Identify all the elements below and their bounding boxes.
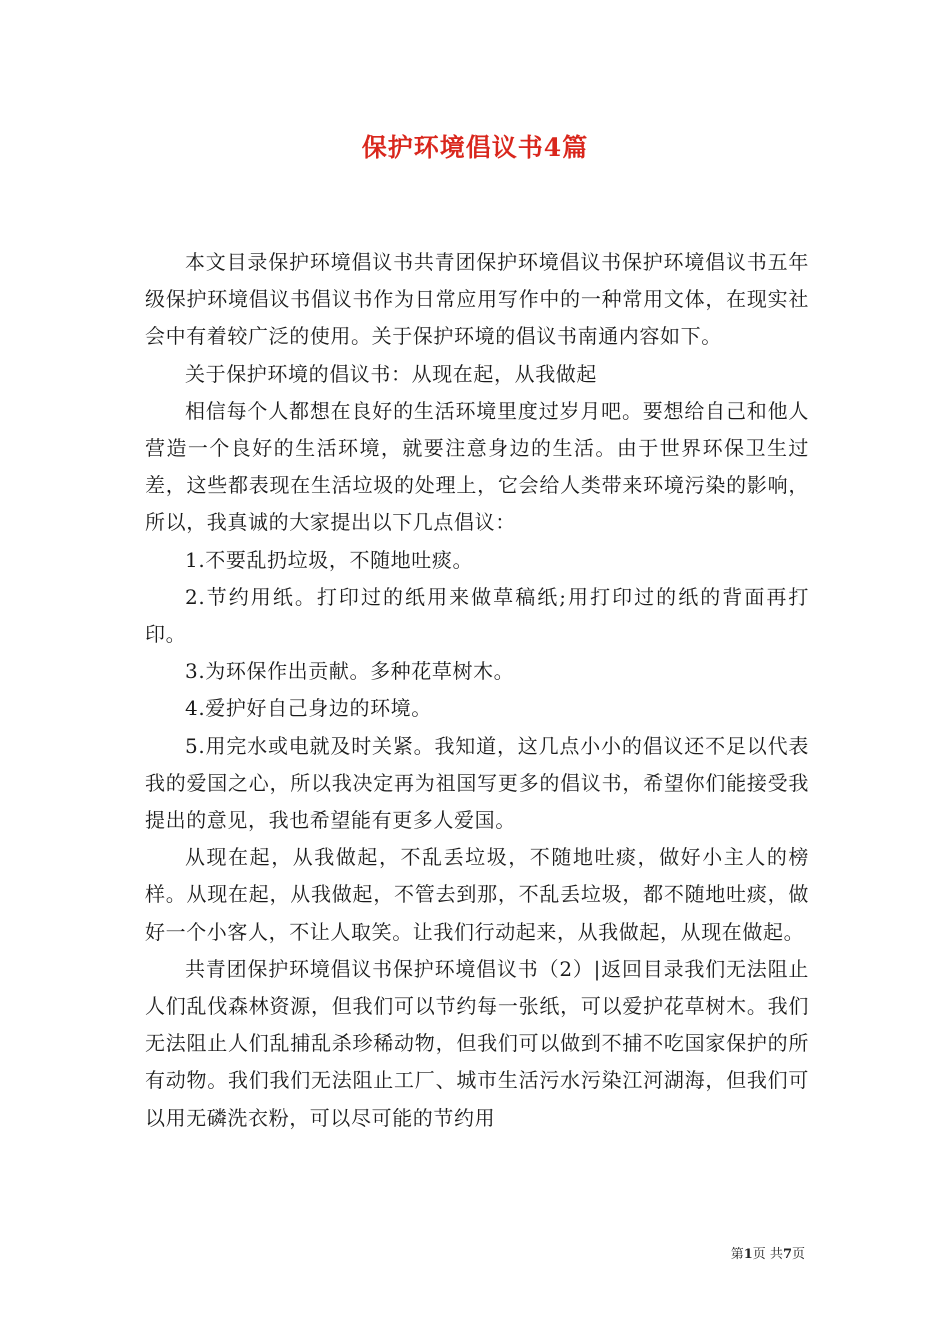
paragraph-closing: 从现在起，从我做起，不乱丢垃圾，不随地吐痰，做好小主人的榜样。从现在起，从我做起，不管去到那，不乱丢垃圾，都不随地吐痰，做好一个小客人，不让人取笑。让我们行动起来，从我做起，从现在做起。 xyxy=(145,845,809,944)
footer-page-number: 1 xyxy=(743,1247,753,1262)
footer-middle: 页 共 xyxy=(752,1247,783,1262)
paragraph-heading: 关于保护环境的倡议书：从现在起，从我做起 xyxy=(185,361,597,386)
footer-prefix: 第 xyxy=(730,1247,744,1262)
list-item-4: 4.爱护好自己身边的环境。 xyxy=(185,696,432,721)
list-item-1: 1.不要乱扔垃圾，不随地吐痰。 xyxy=(185,547,474,572)
page-footer xyxy=(731,1243,805,1262)
document-body xyxy=(145,244,809,1137)
list-item-3: 3.为环保作出贡献。多种花草树木。 xyxy=(185,659,515,684)
paragraph-intro: 本文目录保护环境倡议书共青团保护环境倡议书保护环境倡议书五年级保护环境倡议书倡议书作为日常应用写作中的一种常用文体，在现实社会中有着较广泛的使用。关于保护环境的倡议书南通内容如下。 xyxy=(145,250,809,349)
list-item-5: 5.用完水或电就及时关紧。我知道，这几点小小的倡议还不足以代表我的爱国之心，所以我决定再为祖国写更多的倡议书，希望你们能接受我提出的意见，我也希望能有更多人爱国。 xyxy=(145,733,809,833)
list-item-2: 2.节约用纸。打印过的纸用来做草稿纸;用打印过的纸的背面再打印。 xyxy=(145,584,809,647)
paragraph-section-2: 共青团保护环境倡议书保护环境倡议书（2）|返回目录我们无法阻止人们乱伐森林资源，但我们可以节约每一张纸，可以爱护花草树木。我们无法阻止人们乱捕乱杀珍稀动物，但我们可以做到不捕不吃国家保护的所有动物。我们我们无法阻止工厂、城市生活污水污染江河湖海，但我们可以用无磷洗衣粉，可以尽可能的节约用 xyxy=(145,956,809,1130)
footer-total-pages: 7 xyxy=(782,1247,792,1262)
paragraph-body: 相信每个人都想在良好的生活环境里度过岁月吧。要想给自己和他人营造一个良好的生活环境，就要注意身边的生活。由于世界环保卫生过差，这些都表现在生活垃圾的处理上，它会给人类带来环境污染的影响，所以，我真诚的大家提出以下几点倡议： xyxy=(145,398,809,535)
document-title: 保护环境倡议书4篇 xyxy=(361,133,589,162)
footer-suffix: 页 xyxy=(791,1247,805,1262)
